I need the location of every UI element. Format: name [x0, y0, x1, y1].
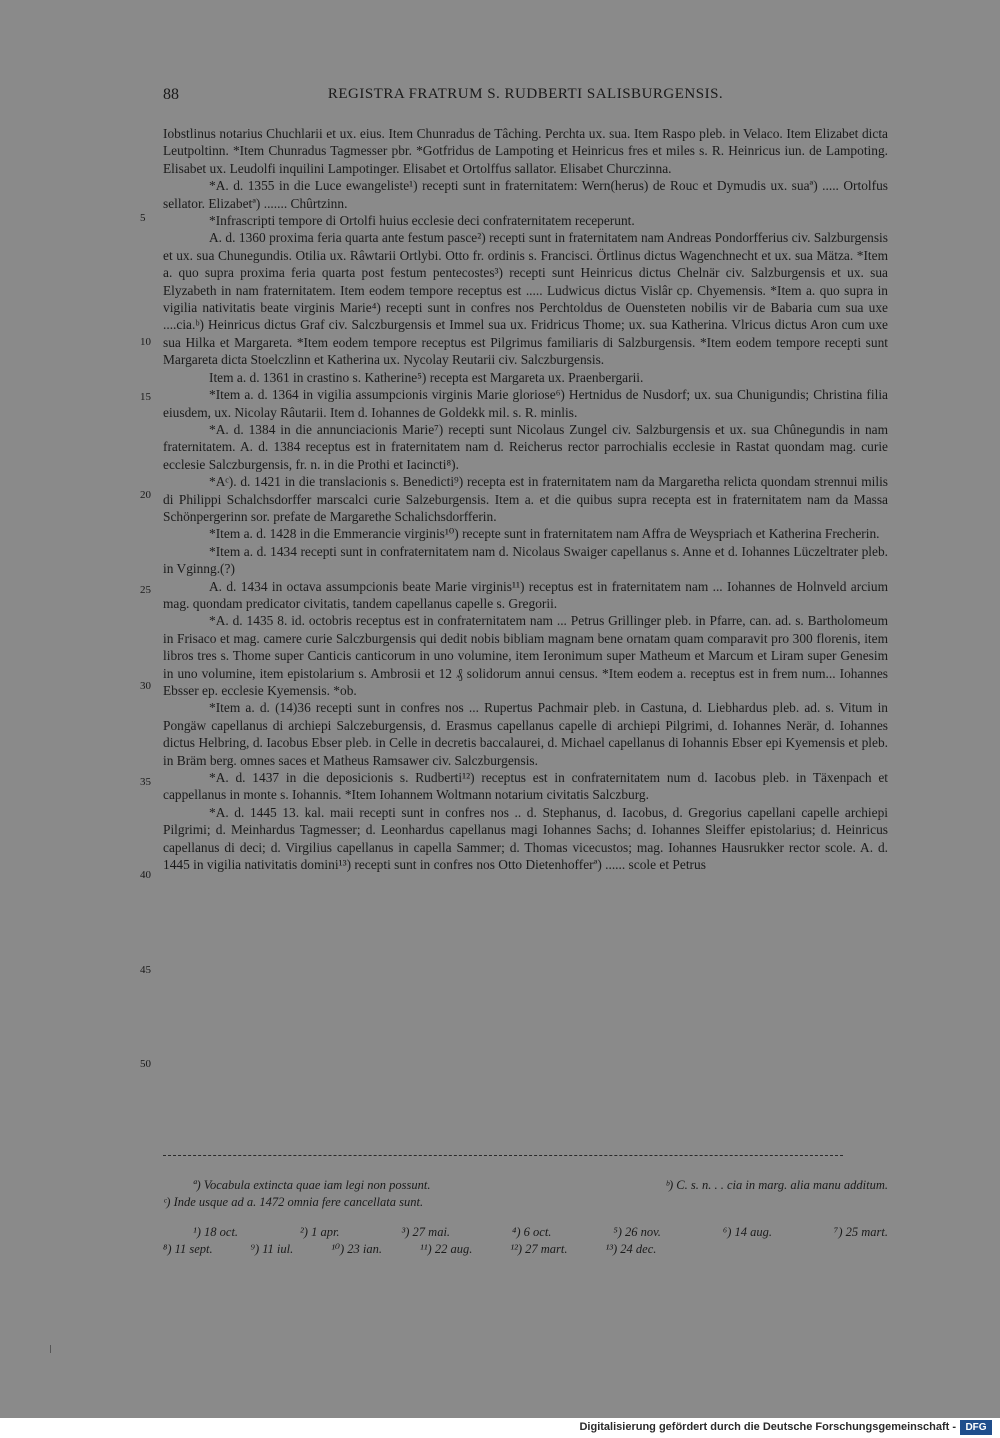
entry-paragraph: A. d. 1360 proxima feria quarta ante festum pasce²) recepti sunt in fraternitatem nam Andreas Pondorfferius civ. Salzburgensis et ux. sua Chunegundis. Otilia ux. Râwtarii Ortlybi. Otto fr. ordinis s. Francisci. Örtlinus dictus Wagenchnecht et ux. sua Mätza. *Item a. quo supra proxima feria quarta post festum pentecostes³) recepti sunt Heinricus dictus Chelnär civ. Salzburgensis et ux. sua Elyzabeth in nam fraternitatem. Item eodem tempore receptus est ..... Ludwicus dictus Vislâr cp. Chyemensis. *Item a. quo supra in vigilia nativitatis beate virginis Marie⁴) recepti sunt in confres nos Perchtoldus de Ouensteten nobilis vir de Babaria cum sua uxe ....cia.ᵇ) Heinricus dictus Graf civ. Salczburgensis et Immel sua ux. Fridricus Thome; ux. sua Katherina. Vlricus dictus Aron cum uxe sua Hilka et Margareta. *Item eodem tempore receptus est Pilgrimus familiaris di Salzburgensis. *Item eodem tempore recepti sunt Margareta dicta Stoelczlinn et Katherina ux. Nycolay Reutarii civ. Salczburgensis. [163, 230, 888, 368]
footnote-a: ª) Vocabula extincta quae iam legi non possunt. [193, 1178, 431, 1192]
entry-paragraph: *Item a. d. 1434 recepti sunt in confraternitatem nam d. Nicolaus Swaiger capellanus s. Anne et d. Iohannes Lüczeltrater pleb. in Vginng.(?) [163, 543, 888, 577]
date-note: ¹) 18 oct. [193, 1225, 239, 1239]
entry-paragraph: Item a. d. 1361 in crastino s. Katherine⁵) recepta est Margareta ux. Praenbergarii. [209, 369, 644, 385]
entry-paragraph: *Item a. d. 1428 in die Emmerancie virginis¹⁰) recepte sunt in fraternitatem nam Affra de Weyspriach et Katherina Frecherin. [209, 526, 880, 542]
register-entries [163, 125, 888, 873]
date-note: ⁵) 26 nov. [613, 1225, 661, 1239]
entry-paragraph: *Infrascripti tempore di Ortolfi huius ecclesie deci confraternitatem receperunt. [209, 213, 635, 229]
footer-bar [0, 1418, 1000, 1438]
date-note: ⁷) 25 mart. [834, 1225, 888, 1239]
line-number: 35 [140, 776, 151, 788]
entry-paragraph: A. d. 1434 in octava assumpcionis beate Marie virginis¹¹) receptus est in fraternitatem nam ... Iohannes de Holnveld arcium mag. quondam predicator civitatis, tandem capellanus capelle s. Gregorii. [163, 578, 888, 611]
line-number: 25 [140, 584, 151, 596]
footnote-c: ᶜ) Inde usque ad a. 1472 omnia fere cancellata sunt. [163, 1195, 424, 1209]
page-number: 88 [163, 86, 179, 103]
entry-paragraph: *Aᶜ). d. 1421 in die translacionis s. Benedicti⁹) recepta est in fraternitatem nam da Margaretha relicta quondam strennui milis di Philippi Schalchsdorffer marscalci curie Salzeburgensis. Item a. et die quibus supra recepta est in fraternitatem nam da Massa Schönpergerinn sor. prefate de Margarethe Schalichsdorfferin. [163, 474, 888, 524]
footnote-separator [163, 1155, 843, 1156]
funding-credit: Digitalisierung gefördert durch die Deutsche Forschungsgemeinschaft - [579, 1421, 956, 1433]
line-number: 10 [140, 336, 151, 348]
line-number: 45 [140, 964, 151, 976]
dfg-logo-icon: DFG [960, 1420, 992, 1435]
entry-paragraph: *A. d. 1437 in die deposicionis s. Rudberti¹²) receptus est in confraternitatem num d. Iacobus pleb. in Täxenpach et cappellanus in monte s. Iohannis. *Item Iohannem Woltmann notarium civitatis Salczburg. [163, 770, 888, 803]
entry-paragraph: *A. d. 1445 13. kal. maii recepti sunt in confres nos .. d. Stephanus, d. Iacobus, d. Gregorius capellani capelle archiepi Pilgrimi; d. Meinhardus Tagmesser; d. Leonhardus capellanus magi Iohannes Sachs; d. Iohannes Sleiffer epistolarius; d. Heinricus capellanus di deci; d. Virgilius capellanus in capella Sammer; d. Thomas vicecustos; mag. Iohannes Hausrukker rector scole. A. d. 1445 in vigilia nativitatis domini¹³) recepti sunt in confres nos Otto Dietenhofferª) ...... scole et Petrus [163, 804, 888, 873]
date-note: ⁸) 11 sept. [163, 1242, 213, 1256]
running-title: REGISTRA FRATRUM S. RUDBERTI SALISBURGENSIS. [327, 86, 724, 102]
date-note: ⁶) 14 aug. [722, 1225, 773, 1239]
date-note: ³) 27 mai. [401, 1225, 451, 1239]
line-number: 20 [140, 489, 151, 501]
line-number: 5 [140, 212, 146, 224]
date-note: ¹³) 24 dec. [605, 1242, 657, 1256]
line-number: 30 [140, 680, 151, 692]
date-note: ²) 1 apr. [300, 1225, 340, 1239]
entry-paragraph: Iobstlinus notarius Chuchlarii et ux. eius. Item Chunradus de Tâching. Perchta ux. sua. Item Raspo pleb. in Velaco. Item Elizabet dicta Leutpoltinn. *Item Chunradus Tagmesser pbr. *Gotfridus de Lampoting et Heinricus fres et miles s. R. Heinricus iun. de Lampoting. Elisabet ux. Leudolfi inquilini Lampotinger. Elisabet et Ortolffus sallator. Elisabet Churczinna. [163, 126, 888, 176]
entry-paragraph: *A. d. 1384 in die annunciacionis Marie⁷) recepti sunt Nicolaus Zungel civ. Salzburgensis et ux. sua Chûnegundis in nam fraternitatem. A. d. 1384 receptus est in fraternitatem nam d. Reicherus rector parrochialis ecclesie in Rastat quondam mag. curie ecclesie Salczburgensis, fr. n. in die Prothi et Iacincti⁸). [163, 421, 888, 472]
date-note: ¹⁰) 23 ian. [331, 1242, 383, 1256]
date-note: ¹¹) 22 aug. [420, 1242, 473, 1256]
entry-paragraph: *Item a. d. 1364 in vigilia assumpcionis virginis Marie gloriose⁶) Hertnidus de Nusdorf; ux. sua Chunigundis; Christina filia eiusdem, ux. Nicolay Râutarii. Item d. Iohannes de Goldekk mil. s. R. minlis. [163, 387, 888, 420]
date-note: ⁴) 6 oct. [512, 1225, 552, 1239]
critical-apparatus [163, 1177, 888, 1211]
running-head [163, 86, 888, 106]
date-footnotes [163, 1224, 888, 1258]
line-number: 15 [140, 391, 151, 403]
scan-mark [50, 1345, 51, 1353]
footnote-b: ᵇ) C. s. n. . . cia in marg. alia manu additum. [665, 1178, 888, 1192]
entry-paragraph: *Item a. d. (14)36 recepti sunt in confres nos ... Rupertus Pachmair pleb. in Castuna, d. Liebhardus pleb. ad. s. Vitum in Pongäw capellanus di archiepi Salczeburgensis, d. Erasmus capellanus capelle di archiepi Pilgrimi, d. Iohannes Nerär, d. Iohannes dictus Helbring, d. Iacobus Ebser pleb. in Celle in decretis baccalaurei, d. Michael capellanus di Iohannis Ebser epi Kyemensis et pleb. in Bräm berg. omnes saces et Matheus Ramsawer civ. Salczburgensis. [163, 700, 888, 768]
date-note: ¹²) 27 mart. [510, 1242, 568, 1256]
line-number: 50 [140, 1058, 151, 1070]
date-note: ⁹) 11 iul. [250, 1242, 294, 1256]
line-number: 40 [140, 869, 151, 881]
entry-paragraph: *A. d. 1435 8. id. octobris receptus est in confraternitatem nam ... Petrus Grillinger pleb. in Pfarre, can. ad. s. Bartholomeum in Frisaco et mag. camere curie Salczburgensis qui dedit nobis bibliam magnam bene ornatam quam comparavit pro 300 florenis, item libros tres s. Thome super Canticis canticorum in uno volumine, item Ieronimum super Matheum et Marcum et Liram super Genesim in uno volumine, item epistolarium s. Ambrosii et 12 ₰ solidorum annui census. *Item eodem a. receptus est in frem num... Iohannes Ebsser ep. ecclesie Kyemensis. *ob. [163, 613, 888, 698]
entry-paragraph: *A. d. 1355 in die Luce ewangeliste¹) recepti sunt in fraternitatem: Wern(herus) de Rouc et Dymudis ux. suaª) ..... Ortolfus sellator. Elizabetª) ....... Chûrtzinn. [163, 178, 888, 211]
